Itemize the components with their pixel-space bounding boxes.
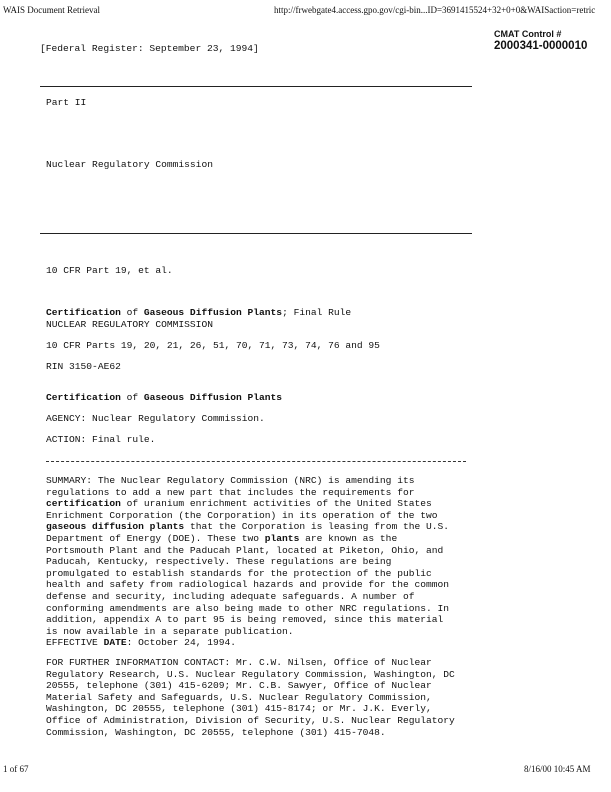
contact-paragraph: FOR FURTHER INFORMATION CONTACT: Mr. C.W. Nilsen, Office of Nuclear Regulatory Research, U.S. Nuclear Regulatory Commission, Washington, DC 20555, telephone (301) 415-6209; Mr. C.B. Sawyer, Office of Nuclear Material Safety and Safeguards, U.S. Nuclear Regulatory Commission, Washington, DC 20555, telephone (301) 415-8174; or Mr. J.K. Everly, Office of Administration, Division of Security, U.S. Nuclear Regulatory Commission, Washington, DC 20555, telephone (301) 415-7048. [46,657,455,738]
rule-subtitle: Certification of Gaseous Diffusion Plants [46,392,283,403]
agency-name: Nuclear Regulatory Commission [46,159,213,170]
cmat-control-number: 2000341-0000010 [494,40,588,52]
divider-rule [40,233,472,234]
rin-line: RIN 3150-AE62 [46,361,121,372]
divider-rule [40,86,472,87]
page-counter: 1 of 67 [3,764,29,774]
print-header-title: WAIS Document Retrieval [3,5,100,15]
print-header-url: http://frwebgate4.access.gpo.gov/cgi-bin...ID=3691415524+32+0+0&WAISaction=retric [274,5,596,15]
cfr-part-line: 10 CFR Part 19, et al. [46,265,173,276]
action-line: ACTION: Final rule. [46,434,156,445]
dashed-separator [46,461,466,462]
print-timestamp: 8/16/00 10:45 AM [524,764,591,774]
agency-line: AGENCY: Nuclear Regulatory Commission. [46,413,265,424]
rule-title: Certification of Gaseous Diffusion Plants; Final Rule [46,307,352,318]
agency-uppercase: NUCLEAR REGULATORY COMMISSION [46,319,213,330]
part-heading: Part II [46,97,87,108]
summary-paragraph: SUMMARY: The Nuclear Regulatory Commission (NRC) is amending its regulations to add a new part that includes the requirements for certification of uranium enrichment activities of the United States Enrichment Corporation (the Corporation) in its operation of the two gaseous diffusion plants that the Corporation is leasing from the U.S. Department of Energy (DOE). These two plants are known as the Portsmouth Plant and the Paducah Plant, located at Piketon, Ohio, and Paducah, Kentucky, respectively. These regulations are being promulgated to establish standards for the protection of the public health and safety from radiological hazards and provide for the common defense and security, including adequate safeguards. A number of conforming amendments are also being made to other NRC regulations. In addition, appendix A to part 95 is being removed, since this material is now available in a separate publication. [46,475,450,637]
federal-register-line: [Federal Register: September 23, 1994] [40,43,259,54]
effective-date-line: EFFECTIVE DATE: October 24, 1994. [46,637,236,648]
cmat-control-label: CMAT Control # [494,29,562,39]
cfr-parts-line: 10 CFR Parts 19, 20, 21, 26, 51, 70, 71, 73, 74, 76 and 95 [46,340,380,351]
